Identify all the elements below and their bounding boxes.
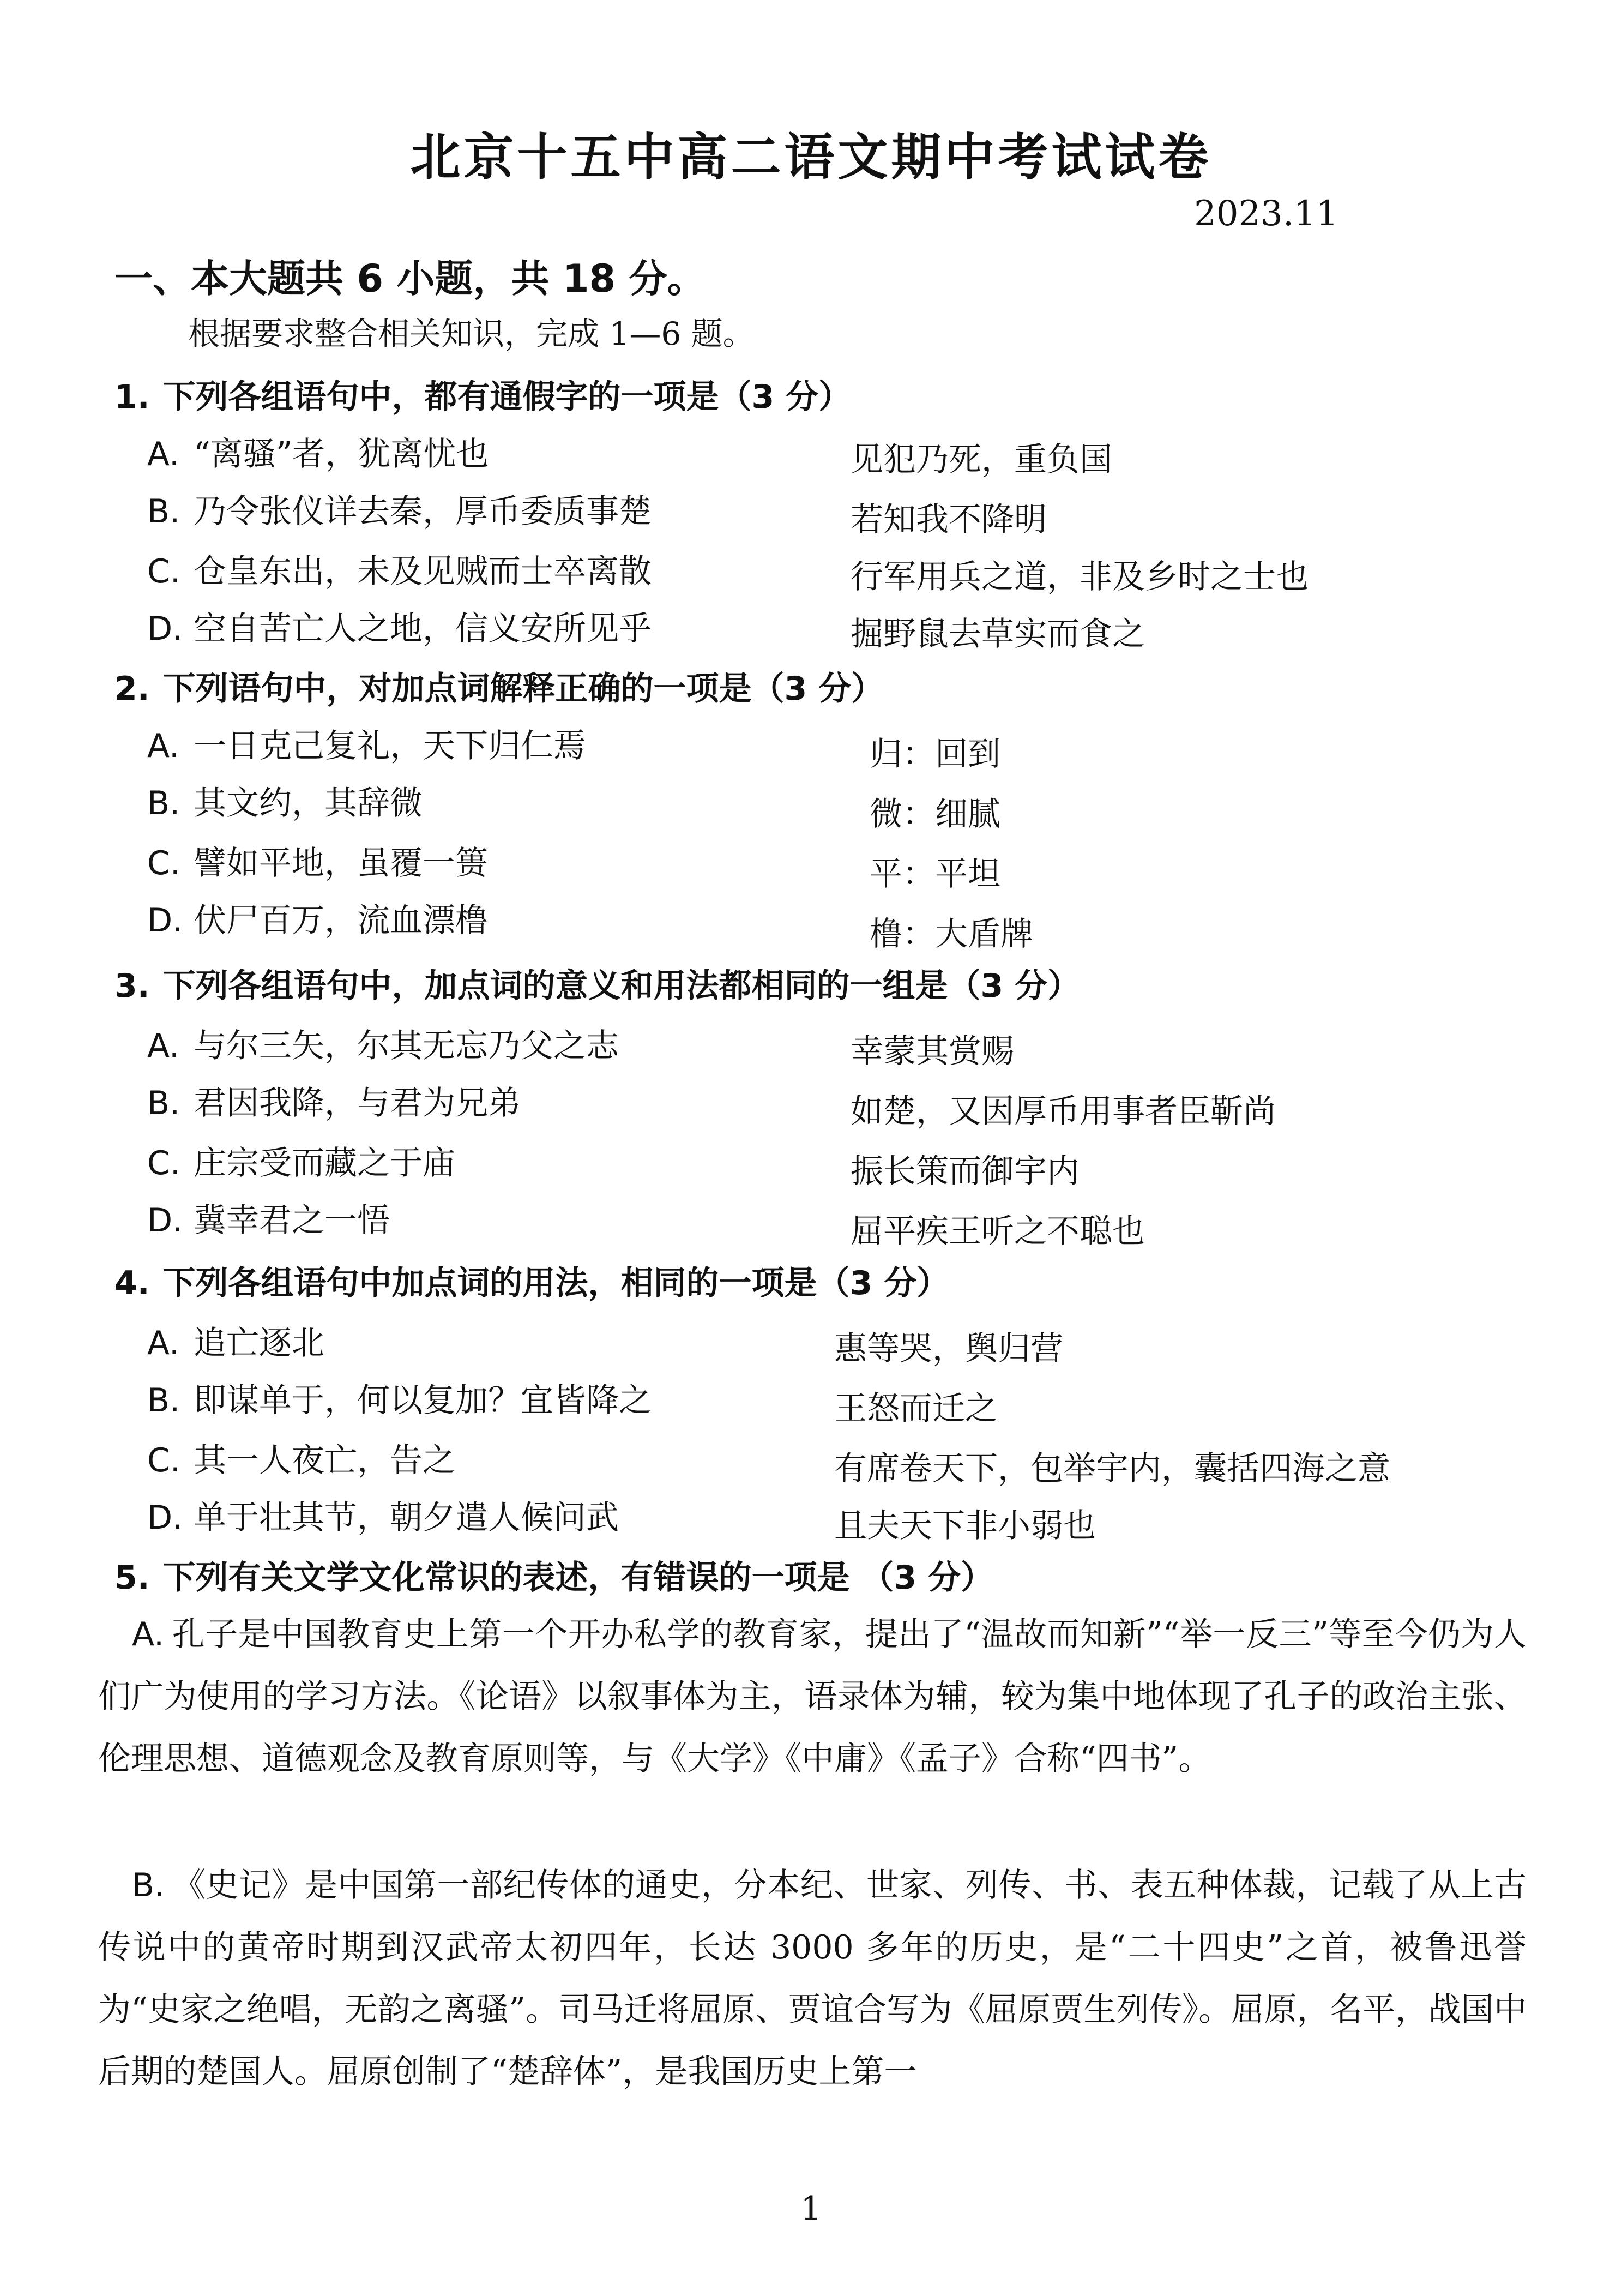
question-1-stem [114, 371, 851, 418]
question-number: 1. [114, 378, 150, 416]
question-3-option-b [147, 1077, 521, 1124]
option-left-text: 单于壮其节，朝夕遣人候问武 [194, 1499, 619, 1537]
question-1-option-d [147, 603, 652, 650]
question-4-option-a-right: 惠等哭，舆归营 [834, 1330, 1063, 1368]
question-2-option-a-right: 归：回到 [870, 735, 1000, 773]
option-left-text: 空自苦亡人之地，信义安所见乎 [194, 610, 652, 648]
section-instruction: 根据要求整合相关知识，完成 1—6 题。 [188, 315, 755, 352]
question-1-option-b [147, 485, 652, 532]
option-letter: B. [147, 492, 180, 531]
option-left-text: 君因我降，与君为兄弟 [194, 1084, 521, 1122]
option-left-text: “离骚”者，犹离忧也 [194, 435, 489, 473]
option-left-text: 其一人夜亡，告之 [194, 1441, 455, 1480]
question-2-option-c [147, 837, 488, 884]
option-left-text: 仓皇东出，未及见贼而士卒离散 [194, 552, 652, 591]
question-2-stem [114, 663, 884, 710]
option-letter: D. [147, 901, 183, 940]
option-letter: A. [132, 1615, 165, 1654]
question-3-stem [114, 960, 1080, 1007]
question-2-option-d-right: 橹：大盾牌 [870, 915, 1033, 953]
question-3-option-c [147, 1137, 455, 1184]
question-3-option-b-right: 如楚，又因厚币用事者臣靳尚 [851, 1092, 1276, 1131]
page-number: 1 [800, 2190, 822, 2228]
question-3-option-c-right: 振长策而御宇内 [851, 1152, 1080, 1191]
question-number: 2. [114, 670, 150, 708]
question-4-option-a [147, 1317, 324, 1364]
option-letter: C. [147, 844, 180, 882]
option-letter: A. [147, 1324, 180, 1362]
option-letter: B. [147, 784, 180, 822]
option-letter: C. [147, 552, 180, 591]
question-4-option-b-right: 王怒而迁之 [834, 1390, 998, 1428]
question-4-stem [114, 1257, 949, 1304]
question-3-option-a [147, 1020, 619, 1067]
question-3-option-a-right: 幸蒙其赏赐 [851, 1032, 1014, 1071]
question-1-option-a-right: 见犯乃死，重负国 [851, 441, 1112, 479]
question-3-option-d-right: 屈平疾王听之不聪也 [851, 1212, 1145, 1251]
option-letter: D. [147, 1201, 183, 1240]
question-4-option-c-right: 有席卷天下，包举宇内，囊括四海之意 [834, 1450, 1390, 1488]
section-title: 一、本大题共 6 小题，共 18 分。 [114, 256, 706, 301]
option-letter: B. [132, 1866, 165, 1904]
question-3-option-d [147, 1194, 390, 1241]
option-letter: C. [147, 1144, 180, 1182]
question-2-option-b-right: 微：细腻 [870, 795, 1000, 833]
option-letter: A. [147, 1027, 180, 1065]
exam-date: 2023.11 [1194, 194, 1338, 234]
question-number: 5. [114, 1559, 150, 1597]
question-2-option-b [147, 777, 423, 824]
question-1-option-b-right: 若知我不降明 [851, 501, 1047, 539]
exam-title: 北京十五中高二语文期中考试试卷 [410, 128, 1212, 187]
option-letter: D. [147, 1499, 183, 1537]
option-letter: A. [147, 435, 180, 473]
option-letter: A. [147, 727, 180, 765]
option-letter: C. [147, 1441, 180, 1480]
question-1-option-d-right: 掘野鼠去草实而食之 [851, 615, 1145, 653]
option-left-text: 譬如平地，虽覆一篑 [194, 844, 488, 882]
option-left-text: 一日克己复礼，天下归仁焉 [194, 727, 586, 765]
question-4-option-b [147, 1374, 652, 1421]
question-text: 下列有关文学文化常识的表述，有错误的一项是 （3 分） [162, 1559, 994, 1597]
option-paragraph-text: 《史记》是中国第一部纪传体的通史，分本纪、世家、列传、书、表五种体裁，记载了从上古传说中的黄帝时期到汉武帝太初四年，长达 3000 多年的历史，是“二十四史”之首，被鲁迅誉为“史家之绝唱，无韵之离骚”。司马迁将屈原、贾谊合写为《屈原贾生列传》。屈原，名平，战国中后期的楚国人。屈原创制了“楚辞体”，是我国历史上第一 [98, 1866, 1527, 2091]
question-number: 3. [114, 967, 150, 1005]
question-4-option-c [147, 1434, 455, 1481]
question-5-stem [114, 1552, 993, 1598]
option-left-text: 伏尸百万，流血漂橹 [194, 901, 488, 940]
option-left-text: 冀幸君之一悟 [194, 1201, 390, 1240]
question-text: 下列各组语句中，都有通假字的一项是（3 分） [162, 378, 852, 416]
question-4-option-d [147, 1492, 619, 1538]
option-left-text: 乃令张仪详去秦，厚币委质事楚 [194, 492, 652, 531]
option-left-text: 庄宗受而藏之于庙 [194, 1144, 455, 1182]
option-left-text: 与尔三矢，尔其无忘乃父之志 [194, 1027, 619, 1065]
question-number: 4. [114, 1264, 150, 1302]
question-text: 下列各组语句中加点词的用法，相同的一项是（3 分） [162, 1264, 950, 1302]
option-letter: B. [147, 1381, 180, 1420]
question-4-option-d-right: 且夫天下非小弱也 [834, 1507, 1096, 1545]
option-letter: B. [147, 1084, 180, 1122]
question-text: 下列语句中，对加点词解释正确的一项是（3 分） [162, 670, 884, 708]
question-5-option-a [98, 1603, 1527, 1790]
question-1-option-c-right: 行军用兵之道，非及乡时之士也 [851, 558, 1309, 596]
question-text: 下列各组语句中，加点词的意义和用法都相同的一组是（3 分） [162, 967, 1081, 1005]
question-2-option-d [147, 894, 488, 941]
question-5-option-b [98, 1854, 1527, 2103]
question-1-option-c [147, 545, 652, 592]
option-paragraph-text: 孔子是中国教育史上第一个开办私学的教育家，提出了“温故而知新”“举一反三”等至今仍为人们广为使用的学习方法。《论语》以叙事体为主，语录体为辅，较为集中地体现了孔子的政治主张、伦理思想、道德观念及教育原则等，与《大学》《中庸》《孟子》合称“四书”。 [98, 1615, 1527, 1778]
question-1-option-a [147, 428, 489, 475]
question-2-option-c-right: 平：平坦 [870, 855, 1000, 893]
option-letter: D. [147, 610, 183, 648]
option-left-text: 即谋单于，何以复加？宜皆降之 [194, 1381, 652, 1420]
option-left-text: 追亡逐北 [194, 1324, 324, 1362]
option-left-text: 其文约，其辞微 [194, 784, 423, 822]
question-2-option-a [147, 720, 586, 767]
